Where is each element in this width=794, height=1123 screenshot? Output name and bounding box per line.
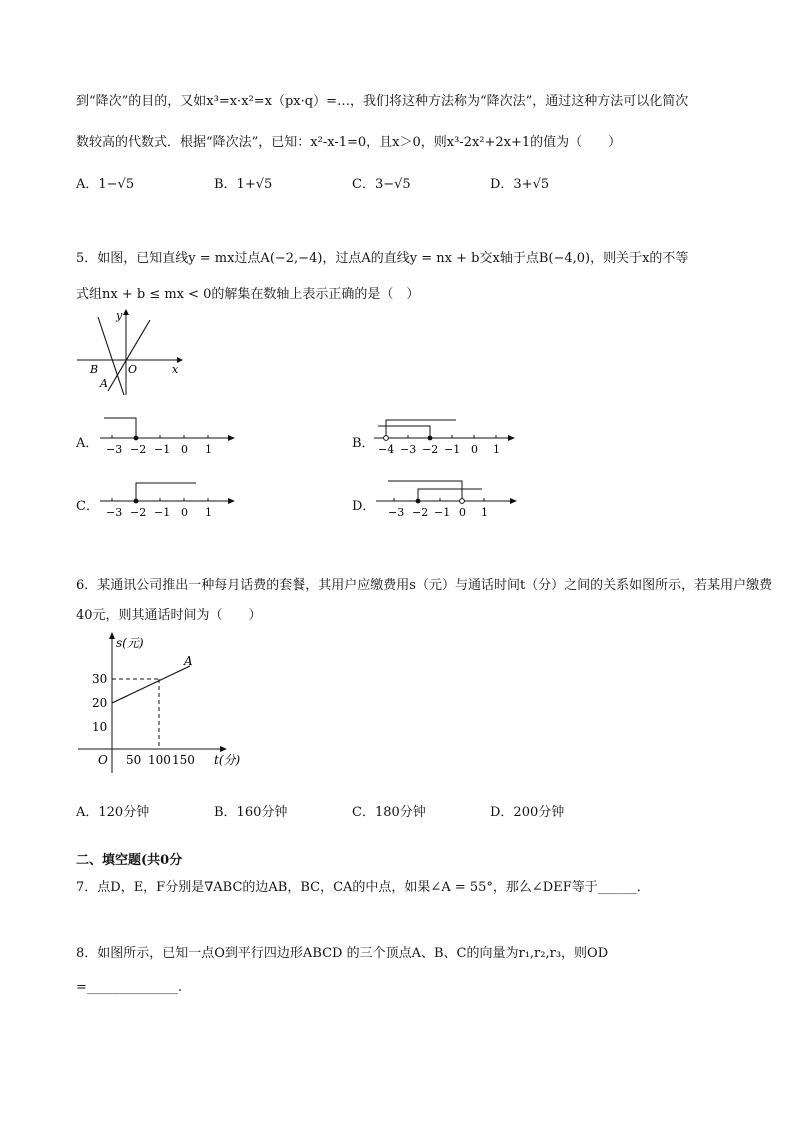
q6-option-d[interactable]: D．200分钟 [490,805,565,820]
q6-graph [78,625,250,775]
q5c-tick: −2 [130,506,147,519]
q5-line2: 式组nx + b ≤ mx < 0的解集在数轴上表示正确的是（ ） [76,287,420,302]
q5a-tick: −2 [130,443,147,456]
q6-line2: 40元，则其通话时间为（ ） [76,608,262,623]
q5-numberline-c[interactable] [98,475,238,521]
q5-fig-x-label: x [172,363,179,376]
q5a-tick: −3 [106,443,123,456]
q6-line1: 6．某通讯公司推出一种每月话费的套餐，其用户应缴费用s（元）与通话时间t（分）之间的关系如图所示，若某用户缴费 [76,578,773,593]
q5-numberline-d[interactable] [374,475,520,521]
q6-ytick-10: 10 [92,720,108,734]
section-title: 二、填空题(共0分 [76,853,183,868]
q5-option-b[interactable]: B． [352,436,375,451]
q4-line2: 数较高的代数式．根据“降次法”，已知：x²-x-1=0，且x＞0，则x³-2x²+2x+1的值为（ ） [76,135,622,150]
q5d-tick: −1 [434,506,451,519]
q6-option-b[interactable]: B．160分钟 [214,805,288,820]
q8-line2: =______________. [76,980,183,995]
q5d-tick: −3 [388,506,405,519]
q8-line1: 8．如图所示，已知一点O到平行四边形ABCD 的三个顶点A、B、C的向量为r₁,r₂,r₃，则OD [76,946,609,961]
q4-option-b[interactable]: B．1+√5 [214,177,273,192]
q5c-tick: 1 [205,506,212,519]
q5b-tick: 0 [471,443,478,456]
q6-ylabel: s(元) [116,636,144,650]
q6-ytick-20: 20 [92,696,108,710]
q5-option-a[interactable]: A． [76,436,99,451]
q5a-tick: 0 [181,443,188,456]
q6-xtick-50: 50 [126,753,142,767]
q6-xtick-150: 150 [172,753,195,767]
q7-text: 7．点D，E，F分别是∇ABC的边AB，BC，CA的中点，如果∠A = 55°，那么∠DEF等于______． [76,880,650,895]
q5b-tick: −1 [444,443,461,456]
q5d-tick: −2 [412,506,429,519]
q5-figure [72,305,192,400]
q5a-tick: 1 [205,443,212,456]
q4-line1: 到“降次”的目的，又如x³=x·x²=x（px·q）=…，我们将这种方法称为“降次法”，通过这种方法可以化简次 [76,94,689,109]
q5-numberline-b[interactable] [372,412,518,458]
q5b-tick: −3 [400,443,417,456]
q5-option-d[interactable]: D． [352,499,376,514]
q6-point-a: A [184,654,193,668]
q5a-tick: −1 [154,443,171,456]
q4-option-c[interactable]: C．3−√5 [352,177,411,192]
q5-fig-a-label: A [100,377,108,390]
q6-ytick-30: 30 [92,672,108,686]
q5b-tick: −4 [378,443,395,456]
q6-xlabel: t(分) [214,753,241,767]
q5-fig-y-label: y [116,309,123,322]
q5b-tick: −2 [422,443,439,456]
q5d-tick: 0 [459,506,466,519]
q5-line1: 5．如图，已知直线y = mx过点A(−2,−4)，过点A的直线y = nx + b交x轴于点B(−4,0)，则关于x的不等 [76,251,689,266]
q5c-tick: 0 [181,506,188,519]
q5-fig-b-label: B [90,363,99,376]
q4-option-a[interactable]: A．1−√5 [76,177,135,192]
q6-xtick-100: 100 [148,753,171,767]
q5c-tick: −1 [154,506,171,519]
q6-origin: O [98,753,108,767]
q5-option-c[interactable]: C． [76,499,99,514]
q5c-tick: −3 [106,506,123,519]
q6-option-a[interactable]: A．120分钟 [76,805,150,820]
q5-fig-o-label: O [128,363,138,376]
q4-option-d[interactable]: D．3+√5 [490,177,550,192]
q6-option-c[interactable]: C．180分钟 [352,805,426,820]
q5-numberline-a[interactable] [98,412,238,458]
q5b-tick: 1 [493,443,500,456]
q5d-tick: 1 [481,506,488,519]
